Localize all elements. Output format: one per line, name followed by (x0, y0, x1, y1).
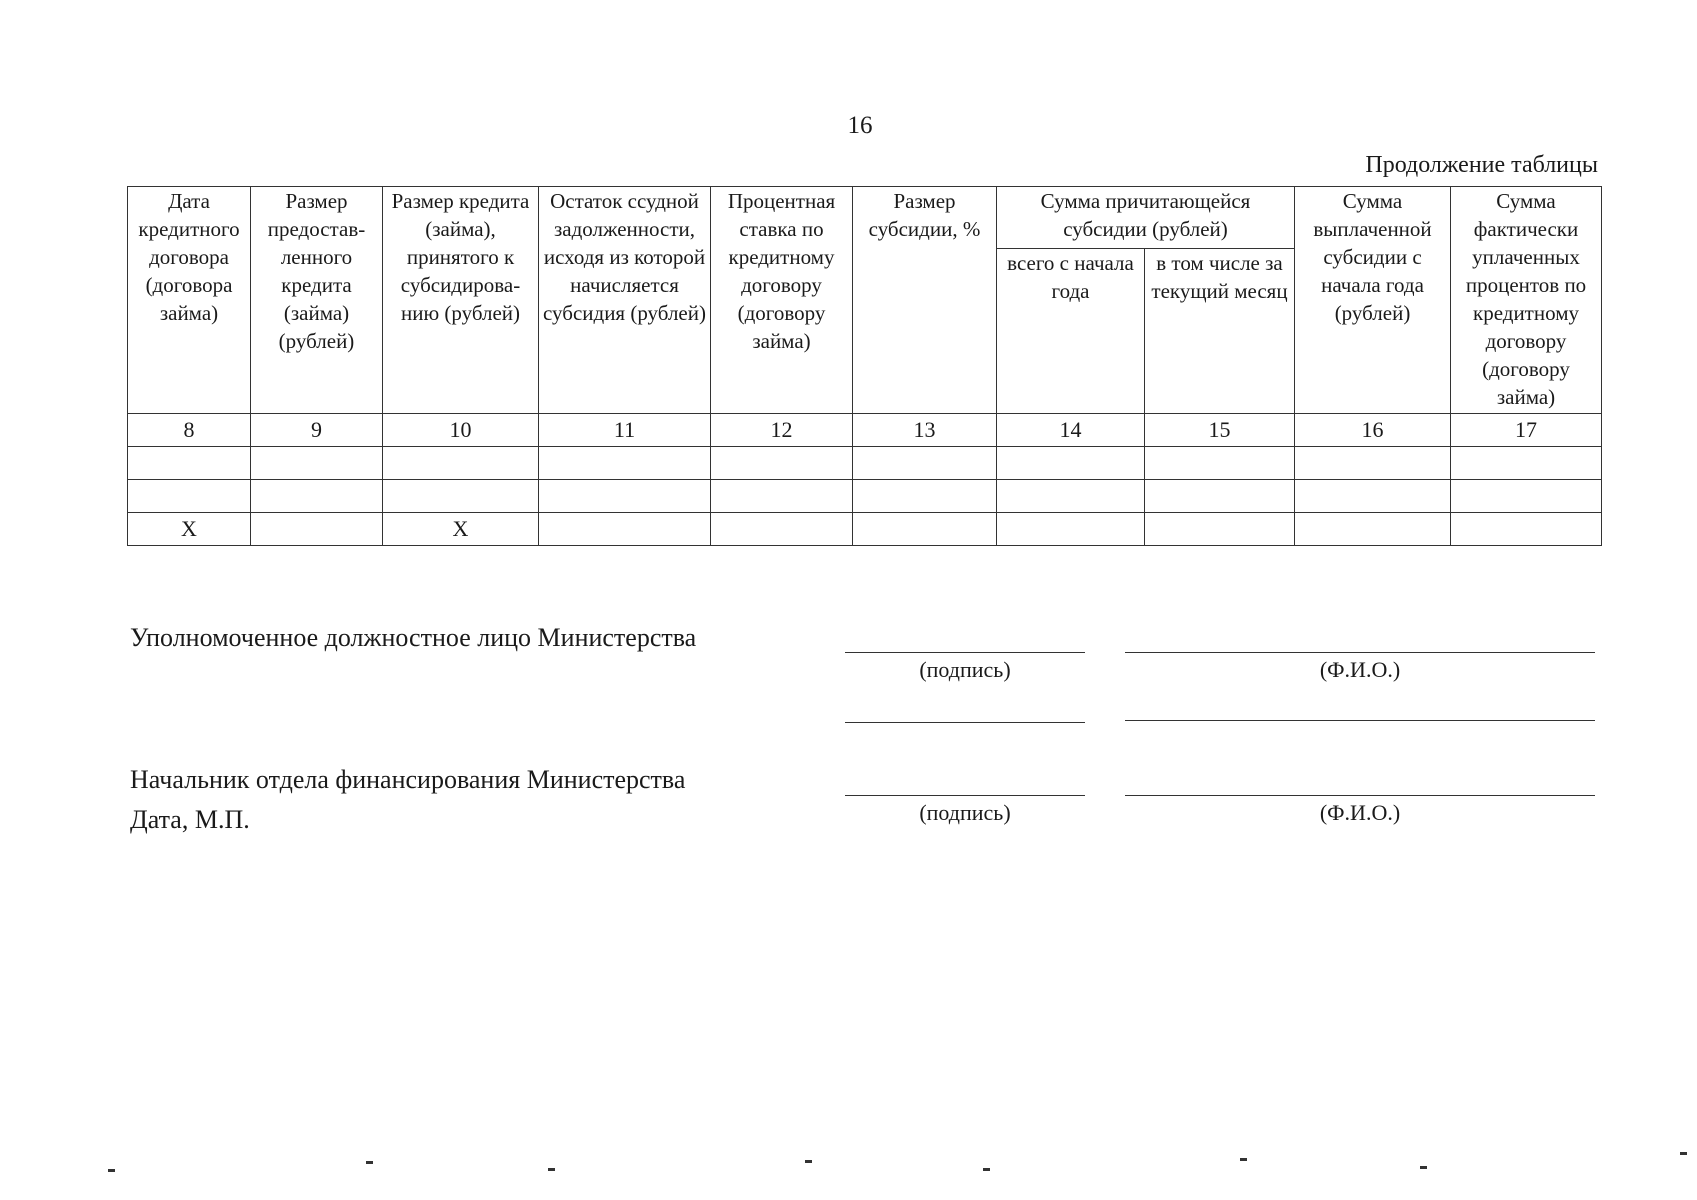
table-cell: X (383, 513, 539, 546)
subsidy-table (127, 186, 1602, 546)
separator-line (1125, 720, 1595, 721)
column-number: 14 (997, 414, 1145, 447)
column-number-row (128, 414, 1602, 447)
table-cell (997, 513, 1145, 546)
table-cell (711, 513, 853, 546)
header-col-16: Сумма выплаченной субсидии с начала года (рублей) (1295, 187, 1451, 414)
column-number: 15 (1145, 414, 1295, 447)
table-cell (539, 480, 711, 513)
column-number: 13 (853, 414, 997, 447)
table-cell (853, 513, 997, 546)
column-number: 10 (383, 414, 539, 447)
table-row (128, 447, 1602, 480)
official-name-line (1125, 652, 1595, 653)
header-col-9: Размер предостав-ленного кредита (займа) (рублей) (251, 187, 383, 414)
table-cell (1451, 480, 1602, 513)
header-col-8: Дата кредитного договора (договора займа) (128, 187, 251, 414)
table-cell (251, 513, 383, 546)
head-label-line1: Начальник отдела финансирования Министерства (130, 765, 686, 794)
head-label (130, 760, 685, 840)
header-col-11: Остаток ссудной задолженности, исходя из которой начисляется субсидия (рублей) (539, 187, 711, 414)
table-cell (539, 513, 711, 546)
table-cell (853, 447, 997, 480)
scan-speck (366, 1161, 373, 1164)
table-cell (539, 447, 711, 480)
table-cell (128, 447, 251, 480)
column-number: 12 (711, 414, 853, 447)
column-number: 17 (1451, 414, 1602, 447)
scan-speck (1420, 1166, 1427, 1169)
head-signature-line (845, 795, 1085, 796)
scan-speck (1240, 1158, 1247, 1161)
header-group-14-15: Сумма причитающейся субсидии (рублей) (997, 187, 1295, 249)
table-cell (251, 480, 383, 513)
table-cell (1451, 447, 1602, 480)
table-cell (251, 447, 383, 480)
table-cell (383, 447, 539, 480)
table-cell (1145, 513, 1295, 546)
scan-speck (1680, 1152, 1687, 1155)
table-row (128, 513, 1602, 546)
table-cell (1145, 447, 1295, 480)
table-cell (997, 480, 1145, 513)
date-seal-label: Дата, М.П. (130, 805, 250, 834)
table-cell (711, 447, 853, 480)
header-col-17: Сумма фактически уплаченных процентов по кредитному договору (договору займа) (1451, 187, 1602, 414)
official-signature-caption: (подпись) (919, 657, 1011, 682)
table-cell (1295, 447, 1451, 480)
column-number: 16 (1295, 414, 1451, 447)
table-cell (1145, 480, 1295, 513)
header-col-12: Процентная ставка по кредитному договору (договору займа) (711, 187, 853, 414)
column-number: 11 (539, 414, 711, 447)
table-row (128, 480, 1602, 513)
table-cell (853, 480, 997, 513)
table-cell (1295, 480, 1451, 513)
column-number: 9 (251, 414, 383, 447)
table-cell (711, 480, 853, 513)
table-cell (383, 480, 539, 513)
scan-speck (983, 1168, 990, 1171)
header-col-10: Размер кредита (займа), принятого к субсидирова-нию (рублей) (383, 187, 539, 414)
scan-speck (108, 1169, 115, 1172)
table-cell (1451, 513, 1602, 546)
scan-speck (805, 1160, 812, 1163)
table-cell (1295, 513, 1451, 546)
table-cell (128, 480, 251, 513)
official-name-caption: (Ф.И.О.) (1319, 657, 1401, 682)
separator-line (845, 722, 1085, 723)
table-cell (997, 447, 1145, 480)
scan-speck (548, 1168, 555, 1171)
head-name-caption: (Ф.И.О.) (1319, 800, 1401, 825)
official-label: Уполномоченное должностное лицо Министерства (130, 623, 697, 652)
header-col-15: в том числе за текущий месяц (1145, 249, 1295, 414)
column-number: 8 (128, 414, 251, 447)
continuation-label: Продолжение таблицы (1365, 152, 1598, 178)
header-col-14: всего с начала года (997, 249, 1145, 414)
page-number: 16 (847, 112, 873, 139)
table-cell: X (128, 513, 251, 546)
head-name-line (1125, 795, 1595, 796)
official-signature-line (845, 652, 1085, 653)
head-signature-caption: (подпись) (919, 800, 1011, 825)
header-col-13: Размер субсидии, % (853, 187, 997, 414)
